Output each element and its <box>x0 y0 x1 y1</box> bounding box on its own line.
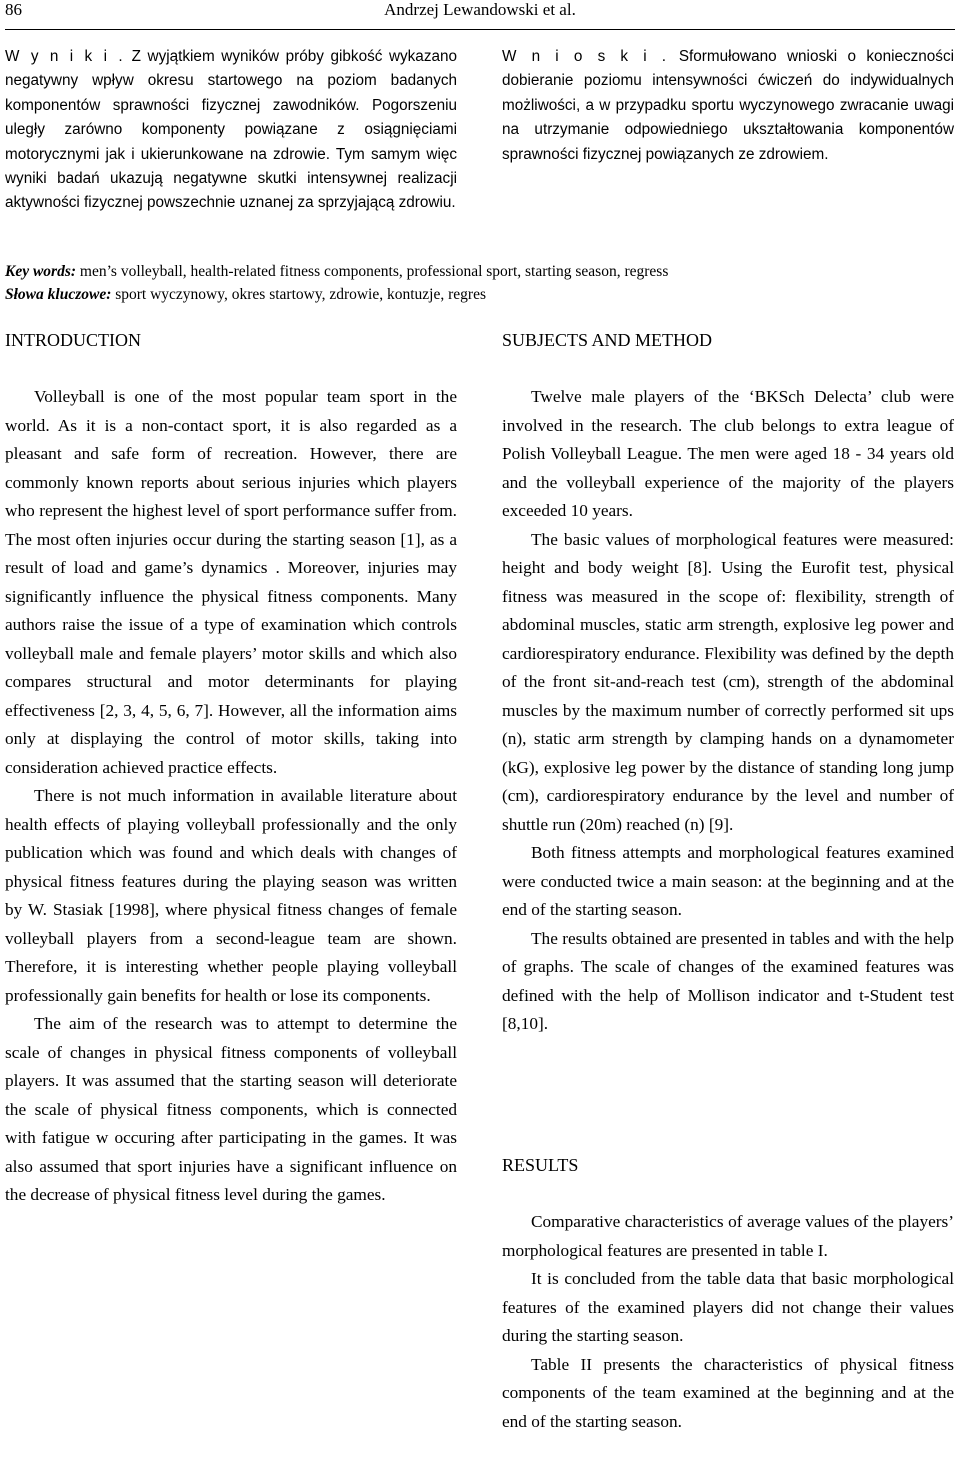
keywords-pl-label: Słowa kluczowe: <box>5 286 112 303</box>
keywords-en-label: Key words: <box>5 263 77 280</box>
introduction-body <box>5 383 457 1210</box>
wnioski-text: Sformułowano wnioski o konieczności dobieranie poziomu intensywności ćwiczeń do indywidualnych możliwości, a w przypadku sportu wyczynowego zwracanie uwagi na utrzymanie odpowiedniego ukształtowania komponentów sprawności fizycznej powiązanych ze zdrowiem. <box>502 48 954 163</box>
keywords-en-text: men’s volleyball, health-related fitness components, professional sport, starting season, regress <box>76 263 669 280</box>
results-paragraph: Table II presents the characteristics of physical fitness components of the team examined at the beginning and at the end of the starting season. <box>502 1354 954 1431</box>
results-paragraph: Comparative characteristics of average values of the players’ morphological features are presented in table I. <box>502 1212 954 1260</box>
results-heading: RESULTS <box>502 1155 579 1175</box>
page-number: 86 <box>5 0 22 19</box>
abstract-wnioski <box>502 45 954 167</box>
subjects-method-heading: SUBJECTS AND METHOD <box>502 330 713 350</box>
subjects-method-body <box>502 383 954 1039</box>
running-header <box>5 0 955 20</box>
subjects-method-paragraph: The basic values of morphological features were measured: height and body weight [8]. Using the Eurofit test, physical fitness was measured in the scope of: flexibility, strength of abdominal muscles, static arm strength, explosive leg power and cardiorespiratory endurance. Flexibility was defined by the depth of the front sit-and-reach test (cm), strength of the abdominal muscles by the maximum number of correctly performed sit ups (n), static arm strength by clamping hands on a dynamometer (kG), explosive leg power by the distance of standing long jump (cm), cardiorespiratory endurance by the level and number of shuttle run (20m) reached (n) [9]. <box>502 529 954 834</box>
subjects-method-paragraph: The results obtained are presented in tables and with the help of graphs. The scale of changes of the examined features was defined with the help of Mollison indicator and t-Student test [8,10]. <box>502 928 954 1033</box>
header-rule <box>5 29 955 30</box>
running-authors: Andrzej Lewandowski et al. <box>384 0 576 19</box>
introduction-paragraph: Volleyball is one of the most popular team sport in the world. As it is a non-contact sport, it is also regarded as a pleasant and safe form of recreation. However, there are commonly known reports about serious injuries which players who represent the highest level of sport performance suffer from. The most often injuries occur during the starting season [1], as a result of load and game’s dynamics . Moreover, injuries may significantly influence the physical fitness components. Many authors raise the issue of a type of examination which controls volleyball male and female players’ motor skills and which also compares structural and motor determinants for playing effectiveness [2, 3, 4, 5, 6, 7]. However, all the information aims only at displaying the control of motor skills, taking into consideration achieved practice effects. <box>5 387 457 777</box>
results-paragraph: It is concluded from the table data that basic morphological features of the examined players did not change their values during the starting season. <box>502 1269 954 1345</box>
subjects-method-paragraph: Twelve male players of the ‘BKSch Delecta’ club were involved in the research. The club belongs to extra league of Polish Volleyball League. The men were aged 18 - 34 years old and the volleyball experience of the majority of the players exceeded 10 years. <box>502 387 954 520</box>
subjects-method-paragraph: Both fitness attempts and morphological features examined were conducted twice a main season: at the beginning and at the end of the starting season. <box>502 843 954 919</box>
introduction-paragraph: There is not much information in available literature about health effects of playing volleyball professionally and the only publication which was found and which deals with changes of physical fitness features during the playing season was written by W. Stasiak [1998], where physical fitness changes of female volleyball players from a second-league team are shown. Therefore, it is interesting whether people playing volleyball professionally gain benefits for health or lose its components. <box>5 786 457 1005</box>
keywords-block <box>5 260 955 306</box>
abstract-wyniki <box>5 45 457 216</box>
introduction-paragraph: The aim of the research was to attempt to determine the scale of changes in physical fitness components of volleyball players. It was assumed that the starting season will deteriorate the scale of physical fitness components, which is connected with fatigue w occuring after participating in the games. It was also assumed that sport injuries have a significant influence on the decrease of physical fitness level during the games. <box>5 1014 457 1204</box>
keywords-pl-text: sport wyczynowy, okres startowy, zdrowie, kontuzje, regres <box>111 286 486 303</box>
wyniki-lead: W y n i k i . <box>5 48 126 65</box>
results-body <box>502 1208 954 1436</box>
introduction-heading: INTRODUCTION <box>5 330 141 350</box>
wnioski-lead: W n i o s k i . <box>502 48 669 65</box>
wyniki-text: Z wyjątkiem wyników próby gibkość wykazano negatywny wpływ okresu startowego na poziom badanych komponentów sprawności fizycznej zawodników. Pogorszeniu uległy zarówno komponenty powiązane z osiągnięciami motorycznymi jak i ukierunkowane na zdrowie. Tym samym więc wyniki badań ukazują negatywne skutki intensywnej realizacji aktywności fizycznej powszechnie uznanej za sprzyjającą zdrowiu. <box>5 48 457 212</box>
